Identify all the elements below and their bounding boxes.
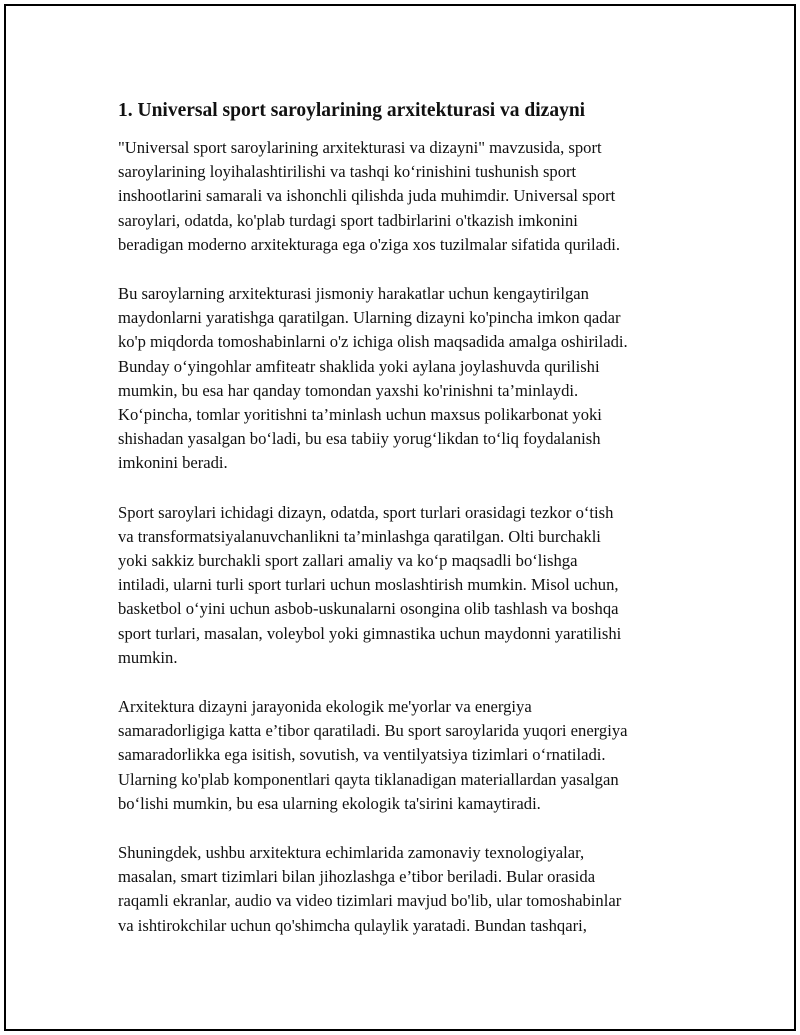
paragraph-3: Sport saroylari ichidagi dizayn, odatda, sport turlari orasidagi tezkor o‘tish va transformatsiyalanuvchanlikni ta’minlashga qaratilgan. Olti burchakli yoki sakkiz burchakli sport zallari amaliy va ko‘p maqsadli bo‘lishga intiladi, ularni turli sport turlari uchun moslashtirish mumkin. Misol uchun, basketbol o‘yini uchun asbob-uskunalarni osongina olib tashlash va boshqa sport turlari, masalan, voleybol yoki gimnastika uchun maydonni yaratilishi mumkin.	[118, 502, 622, 667]
page-frame	[4, 4, 796, 1031]
document-body	[118, 98, 688, 963]
paragraph-2: Bu saroylarning arxitekturasi jismoniy harakatlar uchun kengaytirilgan maydonlarni yaratishga qaratilgan. Ularning dizayni ko'pincha imkon qadar ko'p miqdorda tomoshabinlarni o'z ichiga olish maqsadida amalga oshiriladi. Bunday o‘yingohlar amfiteatr shaklida yoki aylana joylashuvda qurilishi mumkin, bu esa har qanday tomondan yaxshi ko'rinishni ta’minlaydi. Ko‘pincha, tomlar yoritishni ta’minlash uchun maxsus polikarbonat yoki shishadan yasalgan bo‘ladi, bu esa tabiiy yorug‘likdan to‘liq foydalanish imkonini beradi.	[118, 284, 628, 473]
paragraph-5: Shuningdek, ushbu arxitektura echimlarida zamonaviy texnologiyalar, masalan, smart tizimlari bilan jihozlashga e’tibor beriladi. Bular orasida raqamli ekranlar, audio va video tizimlari mavjud bo'lib, ular tomoshabinlar va ishtirokchilar uchun qo'shimcha qulaylik yaratadi. Bundan tashqari,	[118, 843, 622, 935]
paragraph-1: "Universal sport saroylarining arxitekturasi va dizayni" mavzusida, sport saroylarining loyihalashtirilishi va tashqi ko‘rinishini tushunish sport inshootlarini samarali va ishonchli qilishda juda muhimdir. Universal sport saroylari, odatda, ko'plab turdagi sport tadbirlarini o'tkazish imkonini beradigan moderno arxitekturaga ega o'ziga xos tuzilmalar sifatida quriladi.	[118, 138, 620, 254]
paragraph-4: Arxitektura dizayni jarayonida ekologik me'yorlar va energiya samaradorligiga katta e’tibor qaratiladi. Bu sport saroylarida yuqori energiya samaradorlikka ega isitish, sovutish, va ventilyatsiya tizimlari o‘rnatiladi. Ularning ko'plab komponentlari qayta tiklanadigan materiallardan yasalgan bo‘lishi mumkin, bu esa ularning ekologik ta'sirini kamaytiradi.	[118, 697, 628, 813]
section-heading: 1. Universal sport saroylarining arxitekturasi va dizayni	[118, 100, 586, 121]
